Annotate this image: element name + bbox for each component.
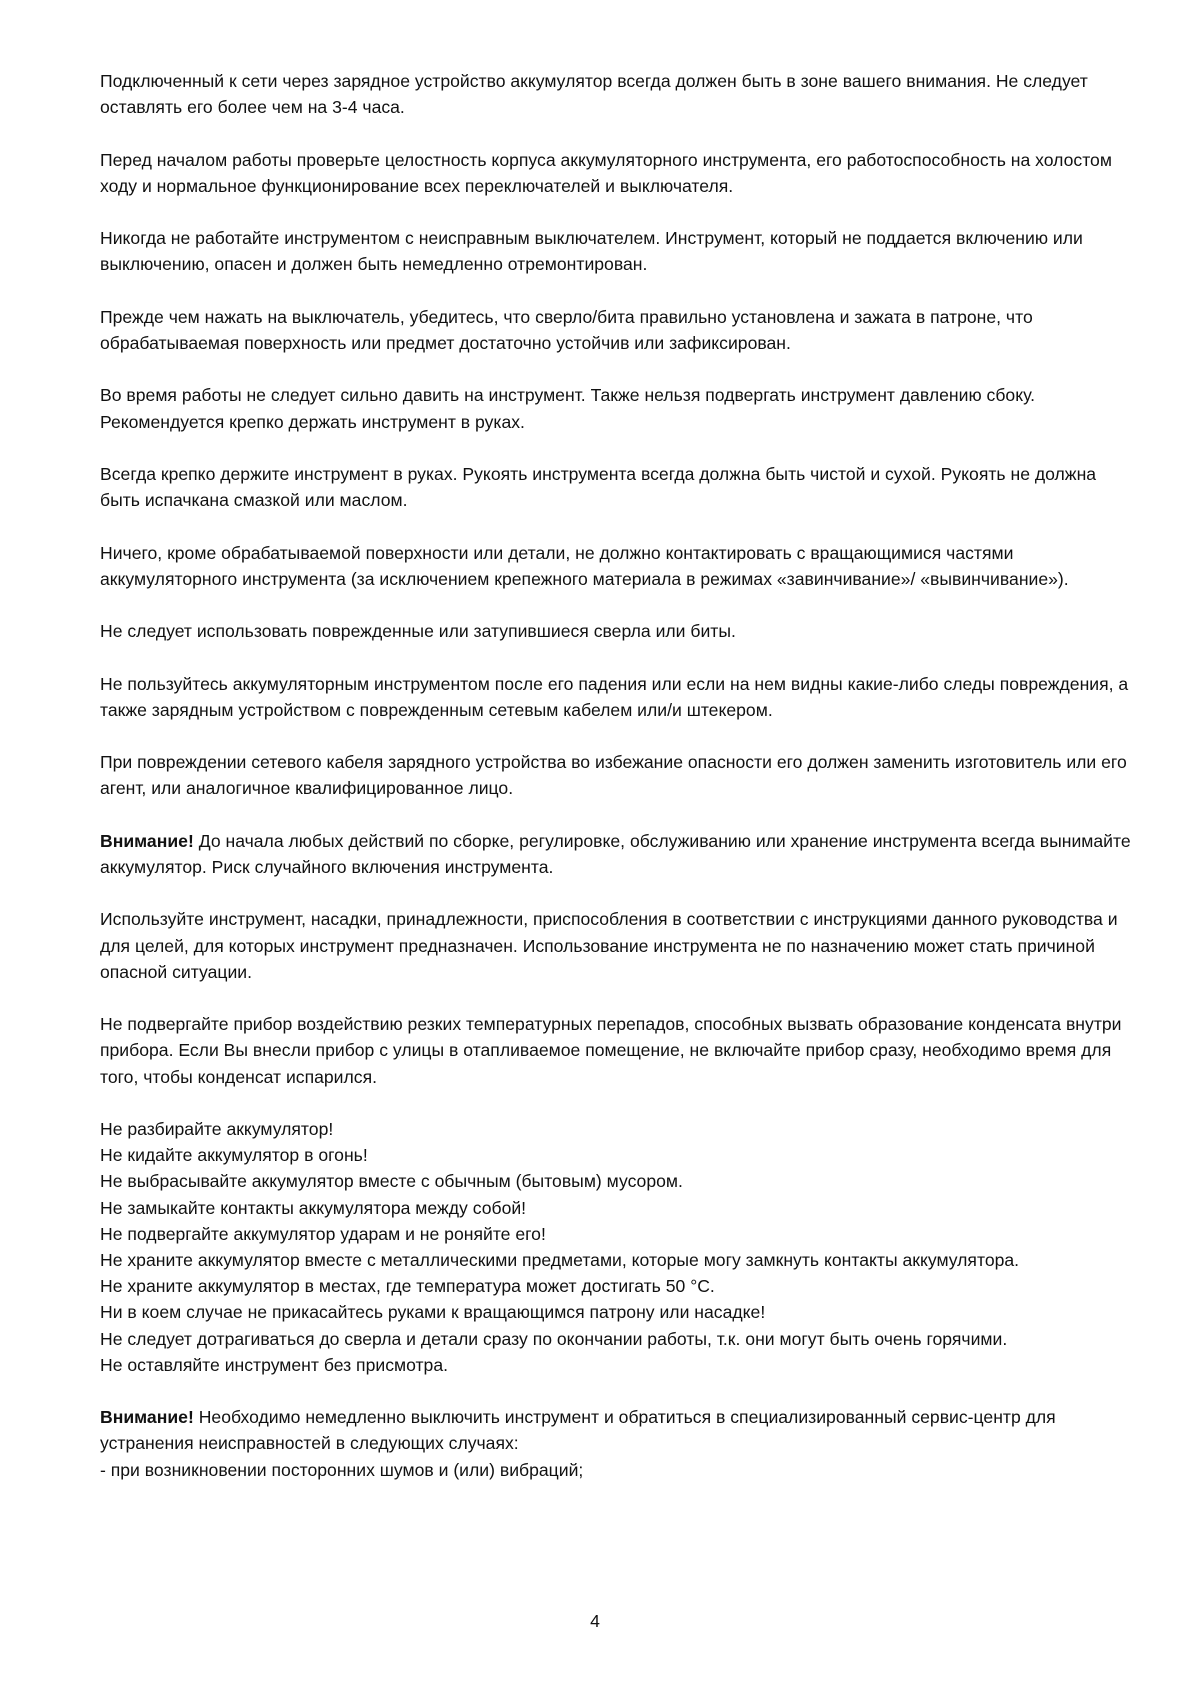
warning-text: До начала любых действий по сборке, регулировке, обслуживанию или хранение инструмента всегда вынимайте аккумулятор. Риск случайного включения инструмента.: [100, 830, 1131, 877]
warning-label: Внимание!: [100, 1407, 194, 1428]
list-item: Не кидайте аккумулятор в огонь!: [100, 1145, 368, 1166]
list-item: Не выбрасывайте аккумулятор вместе с обычным (бытовым) мусором.: [100, 1171, 683, 1192]
paragraph-pressure-warning: Во время работы не следует сильно давить на инструмент. Также нельзя подвергать инструмент давлению сбоку. Рекомендуется крепко держать инструмент в руках.: [100, 385, 1036, 432]
paragraph-warning-service-center: [100, 1404, 1140, 1456]
list-item: Не замыкайте контакты аккумулятора между собой!: [100, 1197, 527, 1218]
paragraph-rotating-parts: Ничего, кроме обрабатываемой поверхности или детали, не должно контактировать с вращающимися частями аккумуляторного инструмента (за исключением крепежного материала в режимах «завинчивание»/ «вывинчивание»).: [100, 542, 1069, 589]
paragraph-grip-handle: Всегда крепко держите инструмент в руках. Рукоять инструмента всегда должна быть чистой и сухой. Рукоять не должна быть испачкана смазкой или маслом.: [100, 463, 1097, 511]
list-item: Не оставляйте инструмент без присмотра.: [100, 1354, 449, 1375]
list-item: Ни в коем случае не прикасайтесь руками к вращающимся патрону или насадке!: [100, 1302, 766, 1323]
paragraph-faulty-switch: Никогда не работайте инструментом с неисправным выключателем. Инструмент, который не поддается включению или выключению, опасен и должен быть немедленно отремонтирован.: [100, 228, 1083, 275]
page-content: [100, 68, 1140, 1483]
list-item: Не разбирайте аккумулятор!: [100, 1118, 334, 1139]
paragraph-after-drop: Не пользуйтесь аккумуляторным инструментом после его падения или если на нем видны какие-либо следы повреждения, а также зарядным устройством с поврежденным сетевым кабелем или/и штекером.: [100, 673, 1129, 720]
list-item: Не храните аккумулятор вместе с металлическими предметами, которые могу замкнуть контакты аккумулятора.: [100, 1249, 1020, 1270]
paragraph-noise-vibration: - при возникновении посторонних шумов и (или) вибраций;: [100, 1459, 584, 1480]
paragraph-cable-replacement: При повреждении сетевого кабеля зарядного устройства во избежание опасности его должен заменить изготовитель или его агент, или аналогичное квалифицированное лицо.: [100, 752, 1127, 799]
warning-text: Необходимо немедленно выключить инструмент и обратиться в специализированный сервис-центр для устранения неисправностей в следующих случаях:: [100, 1407, 1056, 1454]
list-item: Не следует дотрагиваться до сверла и детали сразу по окончании работы, т.к. они могут быть очень горячими.: [100, 1328, 1008, 1349]
paragraph-damaged-bits: Не следует использовать поврежденные или затупившиеся сверла или биты.: [100, 621, 736, 642]
paragraph-warning-remove-battery: [100, 828, 1140, 880]
list-item: Не храните аккумулятор в местах, где температура может достигать 50 °С.: [100, 1276, 715, 1297]
warning-label: Внимание!: [100, 830, 194, 851]
battery-rules-list: [100, 1116, 1140, 1378]
paragraph-charging-supervision: Подключенный к сети через зарядное устройство аккумулятор всегда должен быть в зоне вашего внимания. Не следует оставлять его более чем на 3-4 часа.: [100, 71, 1088, 118]
paragraph-bit-installation: Прежде чем нажать на выключатель, убедитесь, что сверло/бита правильно установлена и зажата в патроне, что обрабатываемая поверхность или предмет достаточно устойчив или зафиксирован.: [100, 306, 1033, 353]
list-item: Не подвергайте аккумулятор ударам и не роняйте его!: [100, 1223, 546, 1244]
page-number: 4: [590, 1611, 600, 1631]
paragraph-pre-work-check: Перед началом работы проверьте целостность корпуса аккумуляторного инструмента, его работоспособность на холостом ходу и нормальное функционирование всех переключателей и выключателя.: [100, 149, 1112, 196]
paragraph-intended-use: Используйте инструмент, насадки, принадлежности, приспособления в соответствии с инструкциями данного руководства и для целей, для которых инструмент предназначен. Использование инструмента не по назначению может стать причиной опасной ситуации.: [100, 909, 1118, 982]
paragraph-temperature-changes: Не подвергайте прибор воздействию резких температурных перепадов, способных вызвать образование конденсата внутри прибора. Если Вы внесли прибор с улицы в отапливаемое помещение, не включайте прибор сразу, необходимо время для того, чтобы конденсат испарился.: [100, 1014, 1122, 1087]
